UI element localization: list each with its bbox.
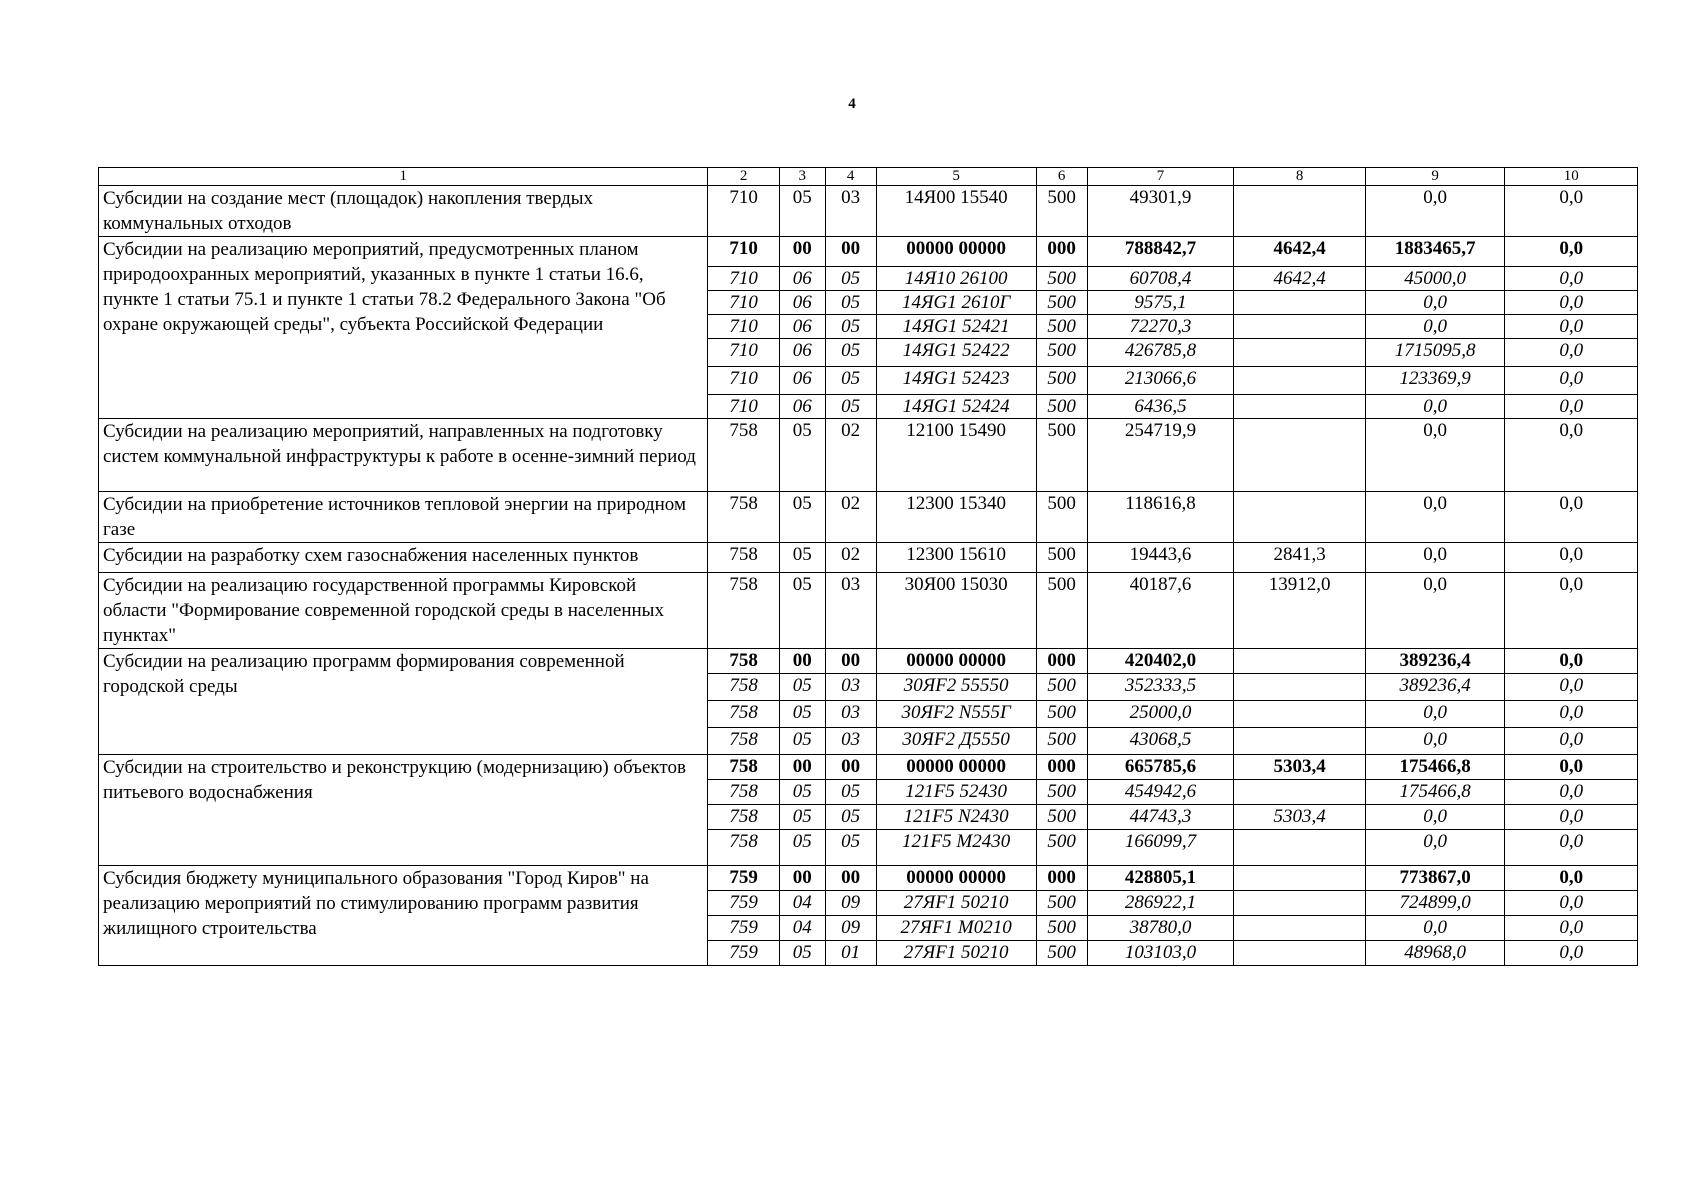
table-cell: 0,0 <box>1505 830 1638 866</box>
table-cell: 19443,6 <box>1087 543 1234 573</box>
page-number: 4 <box>848 96 856 112</box>
table-cell: 710 <box>708 339 779 367</box>
table-cell: 25000,0 <box>1087 701 1234 728</box>
table-cell: 00 <box>779 237 825 267</box>
column-header: 3 <box>779 168 825 186</box>
table-row <box>99 186 1638 237</box>
column-header: 7 <box>1087 168 1234 186</box>
table-cell: 05 <box>825 780 876 805</box>
table-cell: 758 <box>708 805 779 830</box>
table-cell: 5303,4 <box>1234 805 1365 830</box>
table-cell: 05 <box>825 395 876 419</box>
table-cell: 0,0 <box>1505 267 1638 291</box>
table-cell: 27ЯF1 M0210 <box>876 916 1036 941</box>
table-cell: 14ЯG1 52424 <box>876 395 1036 419</box>
table-cell: 06 <box>779 291 825 315</box>
table-cell: 05 <box>779 419 825 492</box>
table-cell: 14ЯG1 2610Г <box>876 291 1036 315</box>
table-cell: 05 <box>779 728 825 755</box>
table-cell: 773867,0 <box>1365 866 1505 891</box>
table-row <box>99 419 1638 492</box>
column-header: 8 <box>1234 168 1365 186</box>
table-cell <box>1234 916 1365 941</box>
table-cell: 0,0 <box>1505 419 1638 492</box>
table-cell: 45000,0 <box>1365 267 1505 291</box>
table-cell: 14Я00 15540 <box>876 186 1036 237</box>
table-cell: 500 <box>1036 367 1087 395</box>
table-cell: 05 <box>825 367 876 395</box>
table-cell: 00 <box>825 755 876 780</box>
table-cell: 05 <box>779 941 825 966</box>
total-row <box>99 755 1638 780</box>
table-cell: 500 <box>1036 267 1087 291</box>
table-cell <box>1234 339 1365 367</box>
table-cell: 1883465,7 <box>1365 237 1505 267</box>
table-cell: 0,0 <box>1505 573 1638 649</box>
table-cell: 000 <box>1036 755 1087 780</box>
table-cell: 758 <box>708 419 779 492</box>
table-cell: 500 <box>1036 186 1087 237</box>
table-cell <box>1234 866 1365 891</box>
table-cell: 0,0 <box>1505 805 1638 830</box>
table-row <box>99 573 1638 649</box>
table-cell: 500 <box>1036 674 1087 701</box>
table-cell: 500 <box>1036 291 1087 315</box>
table-cell: 03 <box>825 186 876 237</box>
table-cell: 710 <box>708 395 779 419</box>
total-row <box>99 866 1638 891</box>
table-cell: 06 <box>779 367 825 395</box>
table-cell: 00 <box>825 866 876 891</box>
table-cell: 0,0 <box>1365 315 1505 339</box>
table-cell: 175466,8 <box>1365 780 1505 805</box>
table-cell: 0,0 <box>1505 649 1638 674</box>
table-cell: 0,0 <box>1365 728 1505 755</box>
table-cell: 000 <box>1036 237 1087 267</box>
table-cell: 05 <box>779 674 825 701</box>
table-cell: 06 <box>779 267 825 291</box>
table-cell: 758 <box>708 701 779 728</box>
budget-table <box>98 167 1638 966</box>
table-cell <box>1234 780 1365 805</box>
table-cell: 6436,5 <box>1087 395 1234 419</box>
table-cell <box>1234 674 1365 701</box>
table-cell: 166099,7 <box>1087 830 1234 866</box>
table-cell: 0,0 <box>1365 186 1505 237</box>
table-cell: 724899,0 <box>1365 891 1505 916</box>
table-cell: 710 <box>708 291 779 315</box>
table-cell <box>1234 941 1365 966</box>
table-cell: 00000 00000 <box>876 755 1036 780</box>
table-cell: 0,0 <box>1365 573 1505 649</box>
table-cell: 389236,4 <box>1365 674 1505 701</box>
table-cell: 12300 15610 <box>876 543 1036 573</box>
row-description: Субсидия бюджету муниципального образования "Город Киров" на реализацию мероприятий по стимулированию программ развития жилищного строительства <box>99 866 708 966</box>
table-cell: 426785,8 <box>1087 339 1234 367</box>
table-cell: 05 <box>825 339 876 367</box>
table-cell: 30ЯF2 55550 <box>876 674 1036 701</box>
table-cell: 03 <box>825 728 876 755</box>
table-cell: 710 <box>708 315 779 339</box>
table-cell: 103103,0 <box>1087 941 1234 966</box>
table-cell: 06 <box>779 395 825 419</box>
table-cell: 48968,0 <box>1365 941 1505 966</box>
table-cell: 389236,4 <box>1365 649 1505 674</box>
table-body <box>99 168 1638 966</box>
table-cell: 4642,4 <box>1234 237 1365 267</box>
table-cell: 0,0 <box>1505 728 1638 755</box>
table-cell: 759 <box>708 891 779 916</box>
table-cell <box>1234 891 1365 916</box>
table-cell: 500 <box>1036 543 1087 573</box>
table-cell: 2841,3 <box>1234 543 1365 573</box>
table-cell: 0,0 <box>1505 291 1638 315</box>
table-cell: 0,0 <box>1505 492 1638 543</box>
table-cell: 27ЯF1 50210 <box>876 941 1036 966</box>
table-cell: 05 <box>779 830 825 866</box>
table-cell: 30Я00 15030 <box>876 573 1036 649</box>
table-cell: 01 <box>825 941 876 966</box>
table-cell: 06 <box>779 339 825 367</box>
table-cell: 0,0 <box>1505 755 1638 780</box>
table-cell: 0,0 <box>1505 395 1638 419</box>
table-cell: 759 <box>708 916 779 941</box>
table-cell: 0,0 <box>1365 805 1505 830</box>
table-cell: 0,0 <box>1505 186 1638 237</box>
table-cell: 000 <box>1036 649 1087 674</box>
table-cell: 286922,1 <box>1087 891 1234 916</box>
table-cell: 0,0 <box>1505 543 1638 573</box>
table-cell: 500 <box>1036 315 1087 339</box>
table-cell: 14Я10 26100 <box>876 267 1036 291</box>
table-cell <box>1234 367 1365 395</box>
table-cell: 758 <box>708 649 779 674</box>
total-row <box>99 237 1638 267</box>
table-cell: 0,0 <box>1365 830 1505 866</box>
table-cell: 05 <box>825 315 876 339</box>
table-cell: 05 <box>825 291 876 315</box>
table-cell: 0,0 <box>1505 237 1638 267</box>
table-row <box>99 543 1638 573</box>
table-cell: 500 <box>1036 728 1087 755</box>
table-cell: 0,0 <box>1365 492 1505 543</box>
table-cell: 758 <box>708 543 779 573</box>
table-cell: 05 <box>825 267 876 291</box>
table-cell: 0,0 <box>1505 941 1638 966</box>
table-cell: 500 <box>1036 419 1087 492</box>
table-cell: 0,0 <box>1505 866 1638 891</box>
table-cell: 758 <box>708 573 779 649</box>
table-cell: 05 <box>779 543 825 573</box>
table-cell: 788842,7 <box>1087 237 1234 267</box>
table-cell: 500 <box>1036 805 1087 830</box>
table-cell: 710 <box>708 367 779 395</box>
table-cell: 38780,0 <box>1087 916 1234 941</box>
table-cell: 05 <box>825 805 876 830</box>
table-cell: 00 <box>779 755 825 780</box>
table-cell: 0,0 <box>1505 367 1638 395</box>
total-row <box>99 649 1638 674</box>
table-cell: 02 <box>825 419 876 492</box>
table-cell: 12300 15340 <box>876 492 1036 543</box>
table-cell: 60708,4 <box>1087 267 1234 291</box>
table-cell: 118616,8 <box>1087 492 1234 543</box>
table-cell: 213066,6 <box>1087 367 1234 395</box>
table-cell: 05 <box>779 701 825 728</box>
table-cell: 03 <box>825 701 876 728</box>
table-cell: 30ЯF2 N555Г <box>876 701 1036 728</box>
table-cell: 0,0 <box>1505 701 1638 728</box>
table-cell: 0,0 <box>1365 291 1505 315</box>
table-cell <box>1234 395 1365 419</box>
table-cell: 175466,8 <box>1365 755 1505 780</box>
table-cell: 30ЯF2 Д5550 <box>876 728 1036 755</box>
table-cell: 00000 00000 <box>876 866 1036 891</box>
table-cell: 454942,6 <box>1087 780 1234 805</box>
row-description: Субсидии на реализацию государственной программы Кировской области "Формирование современной городской среды в населенных пунктах" <box>99 573 708 649</box>
table-cell: 02 <box>825 543 876 573</box>
table-cell: 500 <box>1036 492 1087 543</box>
table-cell: 254719,9 <box>1087 419 1234 492</box>
table-cell: 759 <box>708 866 779 891</box>
row-description: Субсидии на создание мест (площадок) накопления твердых коммунальных отходов <box>99 186 708 237</box>
table-cell: 710 <box>708 237 779 267</box>
table-cell: 00000 00000 <box>876 237 1036 267</box>
table-cell: 05 <box>779 805 825 830</box>
table-cell <box>1234 315 1365 339</box>
table-cell: 09 <box>825 916 876 941</box>
table-cell: 665785,6 <box>1087 755 1234 780</box>
table-cell: 710 <box>708 186 779 237</box>
table-cell: 43068,5 <box>1087 728 1234 755</box>
table-cell: 758 <box>708 674 779 701</box>
table-cell: 04 <box>779 916 825 941</box>
table-cell: 758 <box>708 780 779 805</box>
table-cell: 72270,3 <box>1087 315 1234 339</box>
table-cell <box>1234 291 1365 315</box>
column-header: 5 <box>876 168 1036 186</box>
table-cell: 04 <box>779 891 825 916</box>
table-cell: 500 <box>1036 780 1087 805</box>
table-cell <box>1234 830 1365 866</box>
table-cell: 500 <box>1036 830 1087 866</box>
table-cell: 428805,1 <box>1087 866 1234 891</box>
table-cell <box>1234 728 1365 755</box>
table-cell: 44743,3 <box>1087 805 1234 830</box>
table-cell: 05 <box>779 780 825 805</box>
table-cell: 710 <box>708 267 779 291</box>
table-cell: 5303,4 <box>1234 755 1365 780</box>
table-cell: 03 <box>825 674 876 701</box>
table-cell <box>1234 701 1365 728</box>
table-cell: 49301,9 <box>1087 186 1234 237</box>
table-cell: 4642,4 <box>1234 267 1365 291</box>
table-cell: 121F5 N2430 <box>876 805 1036 830</box>
row-description: Субсидии на реализацию мероприятий, направленных на подготовку систем коммунальной инфраструктуры к работе в осенне-зимний период <box>99 419 708 492</box>
table-cell: 02 <box>825 492 876 543</box>
row-description: Субсидии на реализацию мероприятий, предусмотренных планом природоохранных мероприятий, указанных в пункте 1 статьи 16.6, пункте 1 статьи 75.1 и пункте 1 статьи 78.2 Федерального Закона "Об охране окружающей среды", субъекта Российской Федерации <box>99 237 708 419</box>
table-cell <box>1234 649 1365 674</box>
table-cell: 0,0 <box>1505 339 1638 367</box>
table-cell: 27ЯF1 50210 <box>876 891 1036 916</box>
table-cell: 14ЯG1 52422 <box>876 339 1036 367</box>
table-cell: 758 <box>708 830 779 866</box>
table-cell: 500 <box>1036 395 1087 419</box>
table-cell: 420402,0 <box>1087 649 1234 674</box>
table-cell: 0,0 <box>1365 419 1505 492</box>
table-cell: 758 <box>708 492 779 543</box>
table-cell: 14ЯG1 52421 <box>876 315 1036 339</box>
table-cell: 12100 15490 <box>876 419 1036 492</box>
row-description: Субсидии на разработку схем газоснабжения населенных пунктов <box>99 543 708 573</box>
table-cell: 03 <box>825 573 876 649</box>
table-cell: 123369,9 <box>1365 367 1505 395</box>
table-cell: 759 <box>708 941 779 966</box>
table-cell: 500 <box>1036 891 1087 916</box>
table-cell: 500 <box>1036 916 1087 941</box>
row-description: Субсидии на приобретение источников тепловой энергии на природном газе <box>99 492 708 543</box>
table-row <box>99 492 1638 543</box>
table-cell: 121F5 52430 <box>876 780 1036 805</box>
column-header: 2 <box>708 168 779 186</box>
table-cell: 352333,5 <box>1087 674 1234 701</box>
table-cell: 13912,0 <box>1234 573 1365 649</box>
table-cell: 1715095,8 <box>1365 339 1505 367</box>
table-cell: 05 <box>779 573 825 649</box>
table-cell: 00 <box>825 237 876 267</box>
table-cell: 0,0 <box>1365 916 1505 941</box>
table-cell: 500 <box>1036 573 1087 649</box>
column-header: 9 <box>1365 168 1505 186</box>
table-cell: 758 <box>708 755 779 780</box>
table-cell: 121F5 M2430 <box>876 830 1036 866</box>
table-cell: 00 <box>779 866 825 891</box>
table-cell: 14ЯG1 52423 <box>876 367 1036 395</box>
table-cell: 0,0 <box>1505 891 1638 916</box>
header-row <box>99 168 1638 186</box>
column-header: 6 <box>1036 168 1087 186</box>
table-cell: 00 <box>779 649 825 674</box>
table-cell: 000 <box>1036 866 1087 891</box>
column-header: 1 <box>99 168 708 186</box>
table-cell: 0,0 <box>1505 916 1638 941</box>
table-cell <box>1234 492 1365 543</box>
column-header: 10 <box>1505 168 1638 186</box>
table-cell: 06 <box>779 315 825 339</box>
table-cell: 0,0 <box>1365 701 1505 728</box>
table-cell: 05 <box>779 492 825 543</box>
table-cell: 0,0 <box>1365 395 1505 419</box>
row-description: Субсидии на реализацию программ формирования современной городской среды <box>99 649 708 755</box>
table-cell: 40187,6 <box>1087 573 1234 649</box>
table-cell <box>1234 419 1365 492</box>
table-cell: 09 <box>825 891 876 916</box>
table-cell: 758 <box>708 728 779 755</box>
table-cell: 9575,1 <box>1087 291 1234 315</box>
table-cell: 500 <box>1036 339 1087 367</box>
table-cell: 00 <box>825 649 876 674</box>
table-cell: 00000 00000 <box>876 649 1036 674</box>
table-cell: 0,0 <box>1365 543 1505 573</box>
table-cell: 0,0 <box>1505 674 1638 701</box>
table-cell: 500 <box>1036 941 1087 966</box>
row-description: Субсидии на строительство и реконструкцию (модернизацию) объектов питьевого водоснабжения <box>99 755 708 866</box>
table-cell: 0,0 <box>1505 315 1638 339</box>
table-cell: 500 <box>1036 701 1087 728</box>
table-cell: 05 <box>825 830 876 866</box>
table-cell: 0,0 <box>1505 780 1638 805</box>
column-header: 4 <box>825 168 876 186</box>
table-cell <box>1234 186 1365 237</box>
table-cell: 05 <box>779 186 825 237</box>
